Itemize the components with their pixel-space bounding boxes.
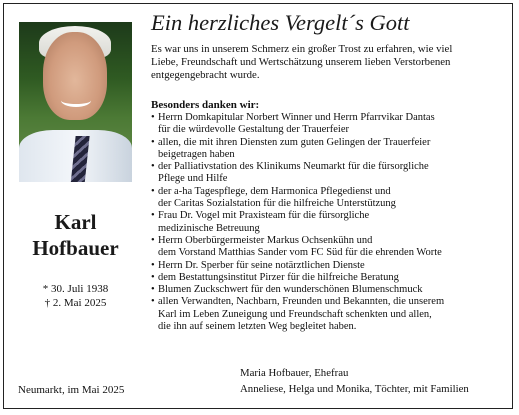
thanks-text: Karl im Leben Zuneigung und Freundschaft schenkten und allen, — [158, 308, 432, 320]
thanks-item-continuation — [151, 198, 511, 210]
thanks-item-line — [151, 210, 511, 222]
intro-line: entgegengebracht wurde. — [151, 68, 260, 81]
intro-line: Es war uns in unserem Schmerz ein großer Trost zu erfahren, wie viel — [151, 43, 453, 55]
thanks-list — [151, 112, 511, 333]
deceased-last-name: Hofbauer — [32, 236, 119, 260]
bullet-icon: • — [151, 234, 155, 246]
thanks-text: der Caritas Sozialstation für die hilfreiche Unterstützung — [158, 198, 396, 210]
birth-date: * 30. Juli 1938 — [42, 283, 109, 295]
thanks-text: der Palliativstation des Klinikums Neumarkt für die fürsorgliche — [158, 161, 429, 173]
notice-title: Ein herzliches Vergelt´s Gott — [151, 10, 410, 35]
thanks-text: dem Vorstand Matthias Sander vom FC Süd für die ehrenden Worte — [158, 247, 442, 259]
thanks-item-continuation — [151, 309, 511, 321]
thanks-text: Frau Dr. Vogel mit Praxisteam für die fürsorgliche — [158, 210, 370, 222]
thanks-heading: Besonders danken wir: — [151, 99, 260, 111]
portrait-smile — [61, 94, 91, 107]
thanks-text: Herrn Dr. Sperber für seine notärztlichen Dienste — [158, 259, 365, 271]
thanks-text: Blumen Zuckschwert für den wunderschönen Blumenschmuck — [158, 284, 423, 296]
thanks-item-continuation — [151, 321, 511, 333]
bullet-icon: • — [151, 161, 155, 173]
bullet-icon: • — [151, 259, 155, 271]
thanks-item — [151, 210, 511, 235]
thanks-text: dem Bestattungsinstitut Pirzer für die hilfreiche Beratung — [158, 271, 399, 283]
thanks-item-line — [151, 284, 511, 296]
portrait-photo — [19, 22, 132, 182]
bullet-icon: • — [151, 284, 155, 296]
signature-line: Anneliese, Helga und Monika, Töchter, mit Familien — [240, 383, 469, 395]
intro-text — [151, 43, 511, 81]
thanks-item-line — [151, 260, 511, 272]
thanks-text: der a-ha Tagespflege, dem Harmonica Pflegedienst und — [158, 185, 391, 197]
thanks-item — [151, 112, 511, 137]
thanks-item-continuation — [151, 247, 511, 259]
death-date: † 2. Mai 2025 — [44, 297, 107, 309]
thanks-item — [151, 137, 511, 162]
thanks-item-line — [151, 112, 511, 124]
intro-line: Liebe, Freundschaft und Wertschätzung unserem lieben Verstorbenen — [151, 55, 451, 68]
thanks-text: Pflege und Hilfe — [158, 173, 228, 185]
thanks-text: allen, die mit ihren Diensten zum guten Gelingen der Trauerfeier — [158, 136, 431, 148]
thanks-item-continuation — [151, 223, 511, 235]
bullet-icon: • — [151, 185, 155, 197]
thanks-item — [151, 272, 511, 284]
thanks-item-continuation — [151, 124, 511, 136]
thanks-item-continuation — [151, 173, 511, 185]
bullet-icon: • — [151, 112, 155, 123]
thanks-item-line — [151, 186, 511, 198]
thanks-item-line — [151, 161, 511, 173]
deceased-first-name: Karl — [54, 210, 97, 234]
thanks-item — [151, 161, 511, 186]
thanks-text: für die würdevolle Gestaltung der Trauerfeier — [158, 124, 349, 136]
bullet-icon: • — [151, 136, 155, 148]
thanks-text: medizinische Betreuung — [158, 222, 260, 234]
thanks-text: Herrn Domkapitular Norbert Winner und Herrn Pfarrvikar Dantas — [158, 112, 435, 123]
thanks-item-line — [151, 235, 511, 247]
thanks-item — [151, 296, 511, 333]
thanks-item-continuation — [151, 149, 511, 161]
thanks-text: die ihn auf seinem letzten Weg begleitet haben. — [158, 321, 357, 333]
thanks-text: beigetragen haben — [158, 148, 235, 160]
thanks-item-line — [151, 137, 511, 149]
thanks-item — [151, 284, 511, 296]
thanks-item — [151, 186, 511, 211]
thanks-item — [151, 260, 511, 272]
bullet-icon: • — [151, 210, 155, 222]
thanks-item-line — [151, 296, 511, 308]
bullet-icon: • — [151, 296, 155, 308]
thanks-item — [151, 235, 511, 260]
signature-line: Maria Hofbauer, Ehefrau — [240, 367, 349, 379]
thanks-item-line — [151, 272, 511, 284]
thanks-text: allen Verwandten, Nachbarn, Freunden und Bekannten, die unserem — [158, 296, 445, 308]
bullet-icon: • — [151, 271, 155, 283]
thanks-text: Herrn Oberbürgermeister Markus Ochsenkühn und — [158, 234, 373, 246]
place-and-date: Neumarkt, im Mai 2025 — [18, 384, 125, 396]
